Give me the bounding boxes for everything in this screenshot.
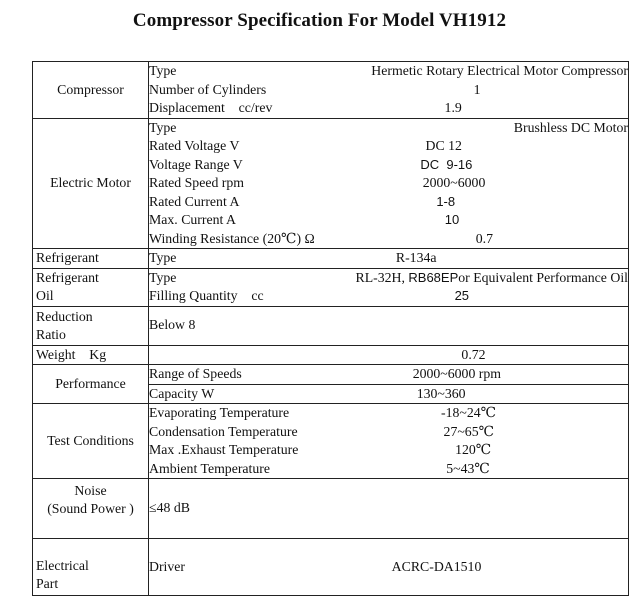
capacity-label: Capacity W	[149, 385, 215, 401]
motor-type-label: Type	[149, 119, 177, 135]
driver-label: Driver	[149, 558, 186, 574]
row-electrical-part	[33, 539, 629, 596]
row-performance-speeds	[33, 365, 629, 385]
refrigerant-oil-label-line1: Refrigerant	[36, 270, 99, 285]
voltage-range-label: Voltage Range V	[149, 156, 243, 172]
oil-type-value-c: or Equivalent Performance Oil	[458, 269, 628, 285]
rated-current-label: Rated Current A	[149, 193, 240, 209]
motor-type-line	[149, 119, 628, 138]
row-weight	[33, 345, 629, 365]
category-refrigerant: Refrigerant	[33, 249, 149, 269]
row-reduction-ratio	[33, 306, 629, 345]
row-test-conditions	[33, 404, 629, 479]
category-reduction-ratio	[33, 306, 149, 345]
exhaust-line	[149, 441, 628, 460]
capacity-line	[149, 385, 628, 404]
ambient-value: 5~43℃	[446, 460, 490, 476]
oil-fill-label: Filling Quantity cc	[149, 288, 264, 303]
noise-value-line	[149, 499, 628, 518]
condensation-line	[149, 423, 628, 442]
category-electrical-part	[33, 539, 149, 596]
electrical-label-line1: Electrical	[36, 558, 89, 573]
reduction-label-line1: Reduction	[36, 308, 93, 324]
reduction-value-line	[149, 316, 628, 335]
evaporating-value: -18~24℃	[441, 405, 497, 420]
condensation-label: Condensation Temperature	[149, 423, 298, 439]
max-current-line	[149, 211, 628, 230]
rated-speed-value: 2000~6000	[422, 175, 486, 190]
ambient-label: Ambient Temperature	[149, 460, 270, 476]
refrigerant-type-line	[149, 249, 628, 268]
capacity-value: 130~360	[416, 385, 466, 401]
compressor-type-value: Hermetic Rotary Electrical Motor Compressor	[371, 63, 628, 78]
category-compressor: Compressor	[33, 62, 149, 119]
refrigerant-type-value: R-134a	[395, 250, 437, 265]
category-noise	[33, 479, 149, 539]
driver-line	[149, 558, 628, 577]
winding-resistance-line	[149, 230, 628, 249]
winding-resistance-value: 0.7	[475, 230, 493, 246]
evaporating-label: Evaporating Temperature	[149, 405, 290, 420]
row-refrigerant	[33, 249, 629, 269]
refrigerant-type-label: Type	[149, 250, 177, 265]
ambient-line	[149, 460, 628, 479]
voltage-range-value: DC 9-16	[420, 156, 473, 172]
rated-speed-line	[149, 174, 628, 193]
max-current-value: 10	[444, 212, 460, 227]
rated-voltage-label: Rated Voltage V	[149, 138, 240, 153]
compressor-type-label: Type	[149, 63, 177, 78]
spec-table	[32, 61, 629, 596]
category-performance: Performance	[33, 365, 149, 404]
cylinders-line	[149, 81, 628, 100]
max-current-label: Max. Current A	[149, 212, 236, 227]
motor-type-value: Brushless DC Motor	[513, 119, 628, 135]
oil-type-label: Type	[149, 269, 177, 285]
cylinders-label: Number of Cylinders	[149, 81, 267, 97]
rated-speed-label: Rated Speed rpm	[149, 175, 245, 190]
oil-type-value-b: RB68EP	[408, 269, 459, 285]
exhaust-value: 120℃	[455, 442, 492, 457]
rated-voltage-value: DC 12	[425, 138, 462, 153]
displacement-label: Displacement cc/rev	[149, 100, 273, 115]
reduction-value: Below 8	[149, 317, 196, 333]
speeds-value: 2000~6000 rpm	[412, 366, 502, 381]
refrigerant-oil-label-line2: Oil	[36, 288, 54, 303]
page-title: Compressor Specification For Model VH1912	[132, 10, 507, 31]
category-weight: Weight Kg	[33, 345, 149, 365]
evaporating-line	[149, 404, 628, 423]
displacement-value: 1.9	[444, 100, 462, 115]
row-refrigerant-oil	[33, 268, 629, 306]
row-compressor	[33, 62, 629, 119]
category-electric-motor: Electric Motor	[33, 118, 149, 249]
noise-label-line2: (Sound Power )	[47, 501, 134, 516]
weight-value: 0.72	[461, 346, 486, 362]
rated-voltage-line	[149, 137, 628, 156]
row-noise	[33, 479, 629, 539]
electrical-label-line2: Part	[36, 576, 59, 591]
rated-current-value: 1-8	[436, 193, 456, 209]
reduction-label-line2: Ratio	[36, 326, 66, 342]
row-electric-motor	[33, 118, 629, 249]
category-test-conditions: Test Conditions	[33, 404, 149, 479]
condensation-value: 27~65℃	[443, 423, 495, 439]
compressor-type-line	[149, 62, 628, 81]
noise-label-line1: Noise	[74, 483, 107, 498]
displacement-line	[149, 99, 628, 118]
driver-value: ACRC-DA1510	[391, 558, 482, 574]
weight-value-line	[149, 346, 628, 365]
speeds-label: Range of Speeds	[149, 366, 242, 381]
category-refrigerant-oil	[33, 268, 149, 306]
cylinders-value: 1	[473, 81, 481, 97]
rated-current-line	[149, 193, 628, 212]
oil-type-value-a: RL-32H,	[355, 269, 405, 285]
oil-fill-line	[149, 287, 628, 306]
voltage-range-line	[149, 156, 628, 175]
oil-type-line	[149, 269, 628, 288]
winding-resistance-label: Winding Resistance (20℃) Ω	[149, 230, 315, 246]
speeds-line	[149, 365, 628, 384]
exhaust-label: Max .Exhaust Temperature	[149, 442, 299, 457]
oil-type-value	[176, 269, 628, 288]
noise-value: ≤48 dB	[149, 500, 190, 516]
oil-fill-value: 25	[454, 288, 470, 303]
